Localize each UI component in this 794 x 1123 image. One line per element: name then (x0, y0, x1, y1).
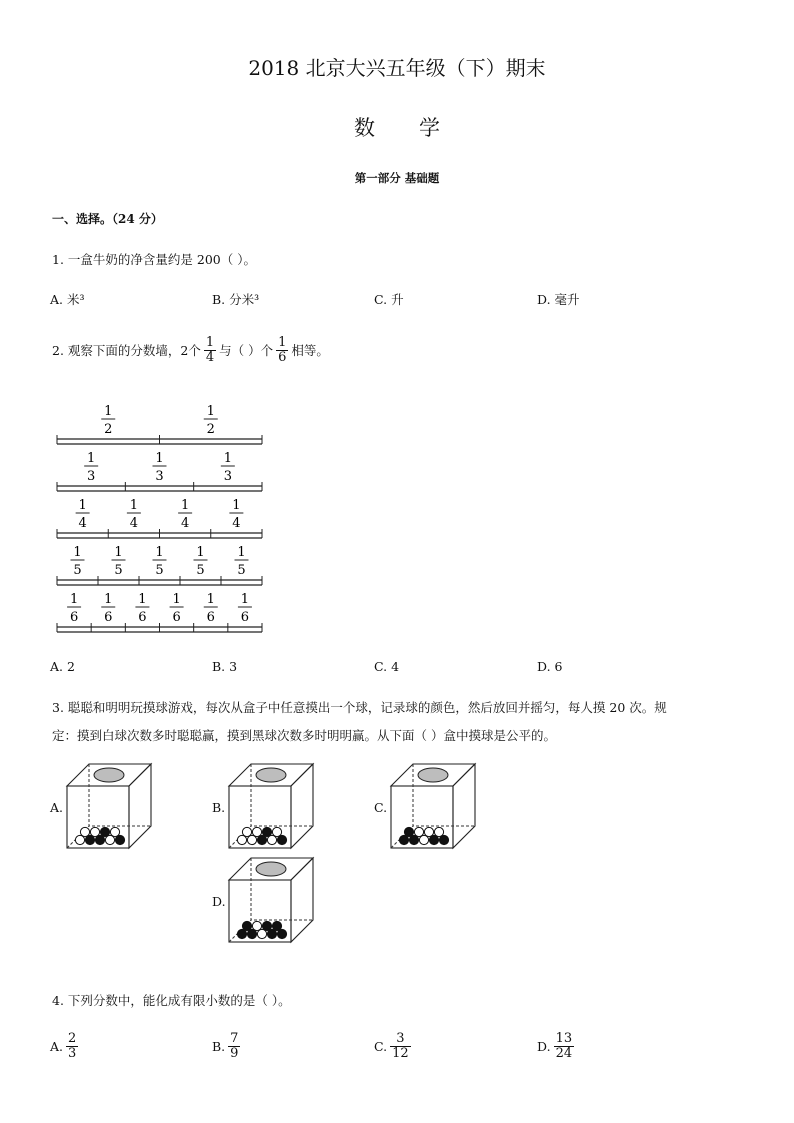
wall-denominator: 6 (206, 610, 215, 625)
wall-denominator: 5 (237, 563, 246, 578)
q1-option-a: A. 米³ (50, 292, 85, 307)
wall-numerator: 1 (104, 592, 113, 607)
box-c-label: C. (374, 800, 388, 815)
wall-numerator: 1 (206, 404, 215, 419)
wall-denominator: 6 (69, 610, 79, 625)
q4-b-numerator: 7 (230, 1031, 239, 1046)
wall-numerator: 1 (155, 451, 164, 466)
white-ball (247, 835, 256, 844)
wall-denominator: 6 (240, 610, 250, 625)
cube-right-face (453, 764, 475, 848)
wall-denominator: 3 (155, 469, 164, 484)
wall-denominator: 6 (172, 610, 181, 625)
black-ball (399, 835, 408, 844)
box-d-label: D. (212, 894, 226, 909)
box-option-c (374, 760, 494, 855)
wall-numerator: 1 (223, 451, 232, 466)
wall-denominator: 4 (180, 516, 190, 531)
wall-numerator: 1 (232, 498, 241, 513)
subject-heading (0, 112, 794, 142)
question-2 (52, 336, 329, 364)
question-3-line-1: 3. 聪聪和明明玩摸球游戏，每次从盒子中任意摸出一个球，记录球的颜色，然后放回并摇匀，每人摸 20 次。规 (52, 700, 667, 715)
q4-a-fraction (66, 1032, 78, 1060)
q2-mid: 与（ ）个 (219, 343, 274, 359)
wall-denominator: 5 (196, 563, 205, 578)
black-ball (409, 835, 418, 844)
box-opening (256, 862, 286, 876)
white-ball (419, 835, 428, 844)
wall-row-4 (57, 498, 262, 538)
wall-numerator: 1 (172, 592, 181, 607)
wall-numerator: 1 (138, 592, 147, 607)
black-ball (95, 835, 104, 844)
q2-option-b: B. 3 (212, 659, 238, 674)
wall-row-5 (57, 545, 262, 585)
q4-c-label: C. (374, 1038, 388, 1054)
q4-a-label: A. (50, 1038, 64, 1054)
wall-numerator: 1 (114, 545, 123, 560)
cube-right-face (291, 764, 313, 848)
wall-fraction-label (204, 592, 218, 625)
wall-fraction-label (178, 498, 192, 531)
part-heading: 第一部分 基础题 (354, 171, 440, 185)
cube-right-face (291, 858, 313, 942)
wall-numerator: 1 (73, 545, 82, 560)
question-3-line-2: 定：摸到白球次数多时聪聪赢，摸到黑球次数多时明明赢。从下面（ ）盒中摸球是公平的。 (52, 728, 556, 743)
wall-row-2 (57, 404, 262, 444)
black-ball (262, 921, 271, 930)
q1-option-d: D. 毫升 (537, 292, 580, 307)
q4-d-label: D. (537, 1038, 551, 1054)
black-ball (100, 827, 109, 836)
fraction-wall (50, 398, 270, 638)
question-1: 1. 一盒牛奶的净含量约是 200（ ）。 (52, 252, 256, 267)
wall-fraction-label (170, 592, 184, 625)
box-opening (94, 768, 124, 782)
q4-d-fraction (554, 1032, 575, 1060)
q2-fraction-one-sixth (276, 336, 288, 364)
wall-numerator: 1 (196, 545, 205, 560)
wall-denominator: 3 (87, 469, 96, 484)
black-ball (85, 835, 94, 844)
black-ball (277, 929, 286, 938)
wall-fraction-label (238, 592, 252, 625)
wall-fraction-label (112, 545, 126, 578)
subject-char-2: 学 (419, 116, 440, 140)
wall-fraction-label (84, 451, 98, 484)
q4-c-denominator: 12 (392, 1045, 409, 1061)
wall-fraction-label (101, 404, 115, 437)
wall-fraction-label (235, 545, 249, 578)
wall-numerator: 1 (78, 498, 87, 513)
wall-fraction-label (153, 451, 167, 484)
q2-option-c: C. 4 (374, 659, 400, 674)
box-option-b (212, 760, 332, 855)
wall-numerator: 1 (129, 498, 139, 513)
wall-denominator: 5 (73, 563, 82, 578)
section-heading: 一、选择。（24 分） (52, 212, 163, 226)
box-a-label: A. (50, 800, 64, 815)
black-ball (247, 929, 256, 938)
white-ball (252, 827, 261, 836)
box-b-drawing (227, 760, 332, 855)
black-ball (115, 835, 124, 844)
wall-fraction-label (71, 545, 85, 578)
q2-frac2-numerator: 1 (278, 335, 287, 350)
wall-denominator: 4 (78, 516, 87, 531)
white-ball (424, 827, 433, 836)
q2-frac1-numerator: 1 (205, 335, 215, 350)
wall-numerator: 1 (69, 592, 79, 607)
wall-denominator: 5 (155, 563, 164, 578)
black-ball (429, 835, 438, 844)
white-ball (75, 835, 84, 844)
wall-numerator: 1 (87, 451, 96, 466)
black-ball (257, 835, 266, 844)
q4-option-d (537, 1032, 577, 1060)
wall-denominator: 4 (129, 516, 139, 531)
box-option-d (212, 854, 332, 949)
q2-frac2-denominator: 6 (278, 349, 287, 365)
q4-b-fraction (228, 1032, 240, 1060)
wall-denominator: 5 (114, 563, 123, 578)
black-ball (267, 929, 276, 938)
wall-denominator: 3 (223, 469, 232, 484)
q4-d-numerator: 13 (555, 1031, 573, 1046)
wall-denominator: 6 (104, 610, 113, 625)
q4-b-denominator: 9 (230, 1045, 239, 1061)
wall-fraction-label (127, 498, 141, 531)
wall-denominator: 2 (206, 422, 215, 437)
q4-c-fraction (390, 1032, 411, 1060)
wall-denominator: 4 (232, 516, 241, 531)
q4-option-a (50, 1032, 81, 1060)
wall-fraction-label (135, 592, 149, 625)
wall-numerator: 1 (104, 404, 113, 419)
q2-prefix: 2. 观察下面的分数墙，2个 (52, 343, 201, 359)
wall-fraction-label (204, 404, 218, 437)
white-ball (272, 827, 281, 836)
white-ball (414, 827, 423, 836)
white-ball (242, 827, 251, 836)
q4-c-numerator: 3 (390, 1032, 411, 1047)
wall-row-6 (57, 592, 262, 632)
wall-fraction-label (76, 498, 90, 531)
wall-fraction-label (101, 592, 115, 625)
white-ball (257, 929, 266, 938)
wall-numerator: 1 (180, 498, 190, 513)
page-title: 2018 北京大兴五年级（下）期末 (248, 56, 546, 80)
white-ball (90, 827, 99, 836)
q2-frac1-denominator: 4 (205, 349, 215, 365)
wall-row-3 (57, 451, 262, 491)
wall-numerator: 1 (206, 592, 215, 607)
box-opening (256, 768, 286, 782)
box-a-drawing (65, 760, 170, 855)
white-ball (105, 835, 114, 844)
box-b-label: B. (212, 800, 226, 815)
wall-fraction-label (153, 545, 167, 578)
q4-b-label: B. (212, 1038, 226, 1054)
wall-numerator: 1 (240, 592, 250, 607)
black-ball (237, 929, 246, 938)
q4-a-denominator: 3 (68, 1045, 77, 1061)
q2-option-d: D. 6 (537, 659, 563, 674)
box-opening (418, 768, 448, 782)
q1-option-c: C. 升 (374, 292, 404, 307)
black-ball (439, 835, 448, 844)
black-ball (242, 921, 251, 930)
q1-option-b: B. 分米³ (212, 292, 260, 307)
wall-fraction-label (194, 545, 208, 578)
wall-fraction-label (229, 498, 243, 531)
q2-fraction-one-quarter (204, 336, 216, 364)
box-c-drawing (389, 760, 494, 855)
q4-option-b (212, 1032, 243, 1060)
question-4: 4. 下列分数中，能化成有限小数的是（ ）。 (52, 993, 291, 1008)
box-option-a (50, 760, 170, 855)
q2-suffix: 相等。 (291, 343, 329, 359)
black-ball (404, 827, 413, 836)
wall-numerator: 1 (155, 545, 164, 560)
q4-d-denominator: 24 (555, 1045, 573, 1061)
white-ball (237, 835, 246, 844)
black-ball (262, 827, 271, 836)
white-ball (434, 827, 443, 836)
wall-denominator: 2 (104, 422, 113, 437)
white-ball (80, 827, 89, 836)
black-ball (277, 835, 286, 844)
wall-denominator: 6 (138, 610, 147, 625)
wall-numerator: 1 (237, 545, 246, 560)
white-ball (267, 835, 276, 844)
q2-option-a: A. 2 (50, 659, 75, 674)
cube-right-face (129, 764, 151, 848)
q4-a-numerator: 2 (68, 1031, 77, 1046)
white-ball (252, 921, 261, 930)
wall-fraction-label (221, 451, 235, 484)
white-ball (110, 827, 119, 836)
subject-char-1: 数 (354, 116, 375, 140)
wall-fraction-label (67, 592, 81, 625)
q4-option-c (374, 1032, 414, 1060)
black-ball (272, 921, 281, 930)
box-d-drawing (227, 854, 332, 949)
